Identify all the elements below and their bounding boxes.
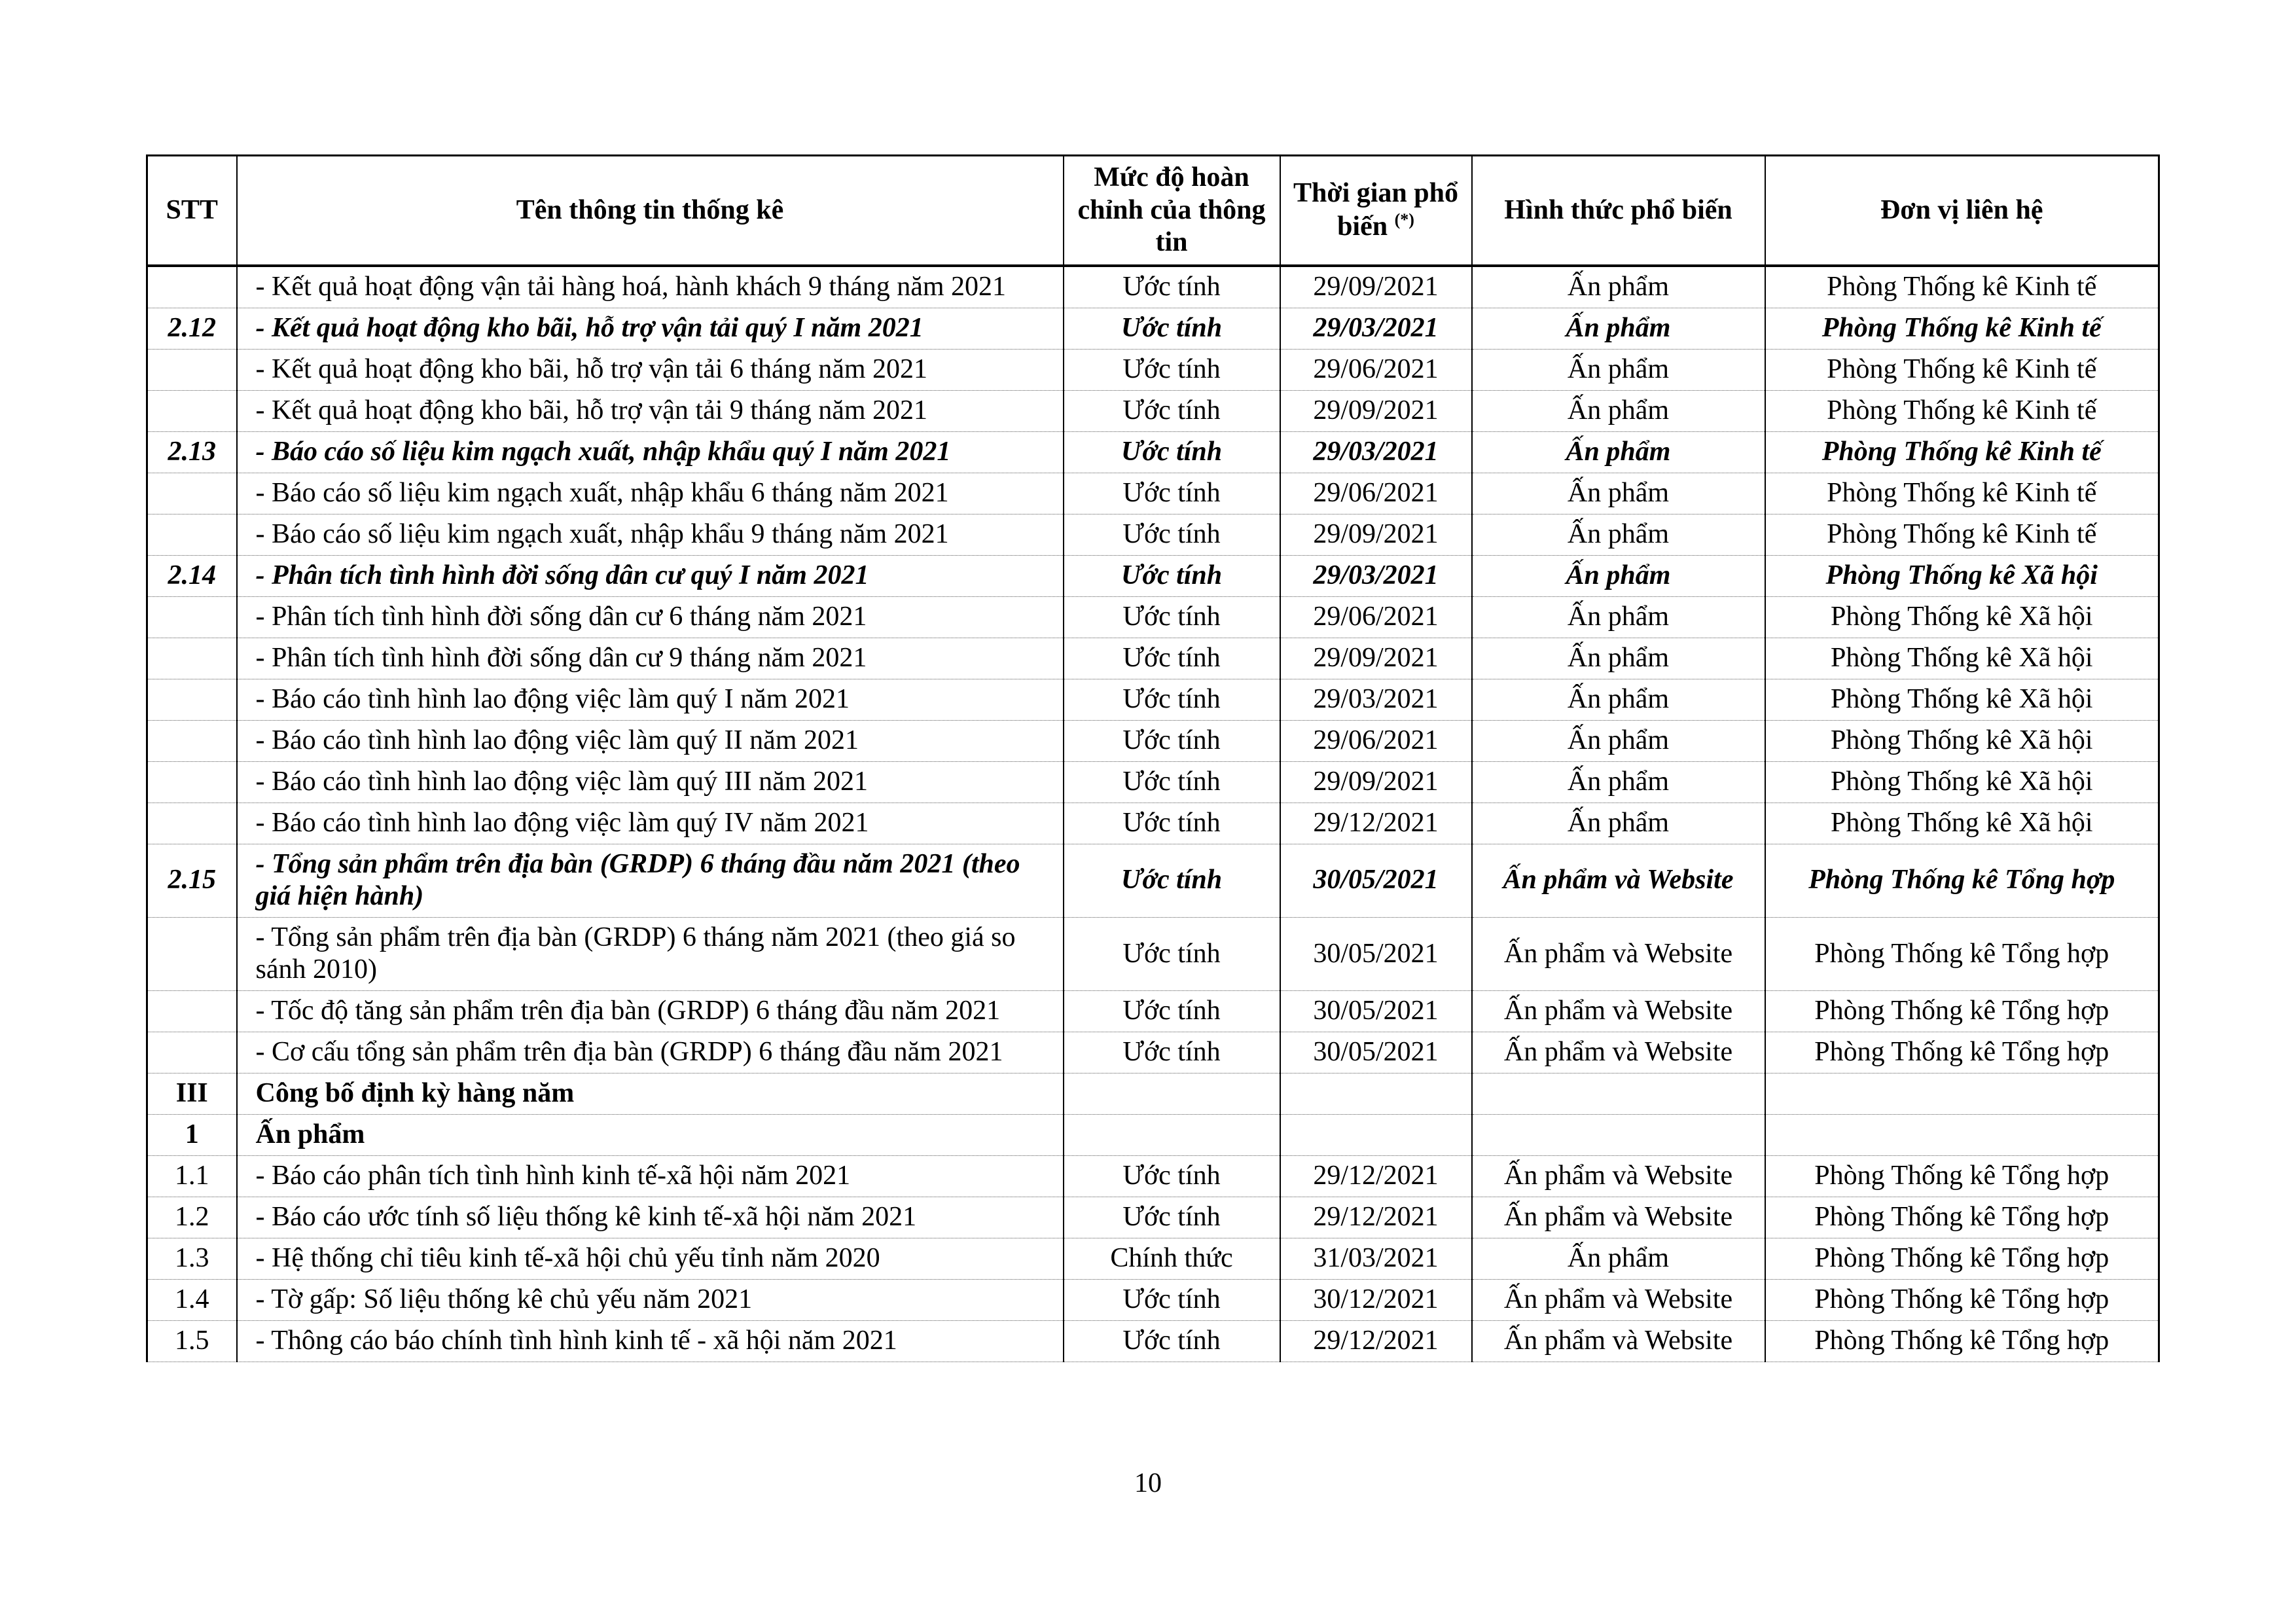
unit-cell: Phòng Thống kê Xã hội [1765, 679, 2159, 720]
time-cell: 29/06/2021 [1280, 473, 1472, 514]
name-cell: - Hệ thống chỉ tiêu kinh tế-xã hội chủ yếu tỉnh năm 2020 [237, 1238, 1064, 1279]
table-row [147, 473, 2159, 514]
name-cell: - Báo cáo ước tính số liệu thống kê kinh tế-xã hội năm 2021 [237, 1197, 1064, 1238]
name-cell: - Thông cáo báo chính tình hình kinh tế - xã hội năm 2021 [237, 1320, 1064, 1362]
time-cell: 29/03/2021 [1280, 308, 1472, 349]
form-cell: Ấn phẩm và Website [1472, 917, 1765, 990]
time-cell: 29/09/2021 [1280, 390, 1472, 431]
stt-cell: 1.3 [147, 1238, 237, 1279]
form-cell: Ấn phẩm [1472, 349, 1765, 390]
table-row [147, 803, 2159, 844]
stt-cell [147, 473, 237, 514]
unit-cell: Phòng Thống kê Xã hội [1765, 638, 2159, 679]
table-row [147, 1279, 2159, 1320]
stt-cell [147, 596, 237, 638]
form-cell: Ấn phẩm [1472, 720, 1765, 761]
completeness-cell [1064, 1114, 1280, 1155]
table-row [147, 638, 2159, 679]
table-row [147, 266, 2159, 308]
name-cell: - Tờ gấp: Số liệu thống kê chủ yếu năm 2021 [237, 1279, 1064, 1320]
unit-cell: Phòng Thống kê Kinh tế [1765, 390, 2159, 431]
name-cell: - Báo cáo tình hình lao động việc làm quý IV năm 2021 [237, 803, 1064, 844]
form-cell: Ấn phẩm và Website [1472, 1155, 1765, 1197]
header-form: Hình thức phổ biến [1472, 156, 1765, 266]
section-row [147, 1114, 2159, 1155]
stt-cell [147, 514, 237, 555]
name-cell: - Kết quả hoạt động kho bãi, hỗ trợ vận tải quý I năm 2021 [237, 308, 1064, 349]
table-row [147, 679, 2159, 720]
unit-cell: Phòng Thống kê Xã hội [1765, 720, 2159, 761]
completeness-cell: Ước tính [1064, 917, 1280, 990]
name-cell: - Kết quả hoạt động kho bãi, hỗ trợ vận tải 9 tháng năm 2021 [237, 390, 1064, 431]
name-cell: - Phân tích tình hình đời sống dân cư 6 tháng năm 2021 [237, 596, 1064, 638]
stt-cell [147, 390, 237, 431]
stt-cell: 1 [147, 1114, 237, 1155]
form-cell: Ấn phẩm [1472, 761, 1765, 803]
unit-cell: Phòng Thống kê Tổng hợp [1765, 1320, 2159, 1362]
table-row [147, 390, 2159, 431]
name-cell: - Báo cáo tình hình lao động việc làm quý I năm 2021 [237, 679, 1064, 720]
form-cell: Ấn phẩm [1472, 596, 1765, 638]
form-cell: Ấn phẩm [1472, 803, 1765, 844]
time-cell: 29/12/2021 [1280, 1320, 1472, 1362]
stt-cell [147, 990, 237, 1032]
time-cell: 29/06/2021 [1280, 349, 1472, 390]
unit-cell: Phòng Thống kê Kinh tế [1765, 473, 2159, 514]
stt-cell [147, 349, 237, 390]
footnote-marker: (*) [1394, 209, 1414, 229]
table-row [147, 720, 2159, 761]
stt-cell [147, 679, 237, 720]
time-cell: 29/03/2021 [1280, 431, 1472, 473]
completeness-cell: Ước tính [1064, 390, 1280, 431]
time-cell: 29/09/2021 [1280, 638, 1472, 679]
time-cell: 29/12/2021 [1280, 803, 1472, 844]
unit-cell: Phòng Thống kê Tổng hợp [1765, 1155, 2159, 1197]
table-row [147, 1238, 2159, 1279]
name-cell: - Báo cáo số liệu kim ngạch xuất, nhập khẩu 6 tháng năm 2021 [237, 473, 1064, 514]
stt-cell: 1.4 [147, 1279, 237, 1320]
time-cell: 29/06/2021 [1280, 596, 1472, 638]
completeness-cell: Ước tính [1064, 679, 1280, 720]
unit-cell [1765, 1073, 2159, 1114]
stt-cell: III [147, 1073, 237, 1114]
form-cell: Ấn phẩm và Website [1472, 1197, 1765, 1238]
table-header [147, 156, 2159, 266]
header-name: Tên thông tin thống kê [237, 156, 1064, 266]
header-stt: STT [147, 156, 237, 266]
unit-cell: Phòng Thống kê Xã hội [1765, 803, 2159, 844]
stt-cell: 2.13 [147, 431, 237, 473]
unit-cell: Phòng Thống kê Tổng hợp [1765, 1032, 2159, 1073]
form-cell: Ấn phẩm [1472, 308, 1765, 349]
stt-cell: 2.15 [147, 844, 237, 917]
time-cell: 30/05/2021 [1280, 844, 1472, 917]
unit-cell: Phòng Thống kê Tổng hợp [1765, 990, 2159, 1032]
table-row [147, 844, 2159, 917]
header-row [147, 156, 2159, 266]
name-cell: - Phân tích tình hình đời sống dân cư quý I năm 2021 [237, 555, 1064, 596]
name-cell: - Báo cáo phân tích tình hình kinh tế-xã hội năm 2021 [237, 1155, 1064, 1197]
unit-cell: Phòng Thống kê Kinh tế [1765, 431, 2159, 473]
name-cell: - Báo cáo tình hình lao động việc làm quý II năm 2021 [237, 720, 1064, 761]
unit-cell: Phòng Thống kê Kinh tế [1765, 266, 2159, 308]
completeness-cell: Ước tính [1064, 473, 1280, 514]
stt-cell [147, 720, 237, 761]
name-cell: - Báo cáo tình hình lao động việc làm quý III năm 2021 [237, 761, 1064, 803]
form-cell [1472, 1073, 1765, 1114]
table-row [147, 917, 2159, 990]
unit-cell: Phòng Thống kê Xã hội [1765, 596, 2159, 638]
form-cell [1472, 1114, 1765, 1155]
completeness-cell: Ước tính [1064, 266, 1280, 308]
completeness-cell: Ước tính [1064, 596, 1280, 638]
form-cell: Ấn phẩm [1472, 679, 1765, 720]
stt-cell: 1.1 [147, 1155, 237, 1197]
time-cell: 30/12/2021 [1280, 1279, 1472, 1320]
time-cell [1280, 1073, 1472, 1114]
completeness-cell: Ước tính [1064, 431, 1280, 473]
form-cell: Ấn phẩm [1472, 390, 1765, 431]
table-row [147, 1155, 2159, 1197]
unit-cell: Phòng Thống kê Tổng hợp [1765, 1197, 2159, 1238]
unit-cell: Phòng Thống kê Kinh tế [1765, 349, 2159, 390]
table-row [147, 596, 2159, 638]
form-cell: Ấn phẩm [1472, 266, 1765, 308]
table-row [147, 349, 2159, 390]
table-row [147, 514, 2159, 555]
header-completeness: Mức độ hoàn chỉnh của thông tin [1064, 156, 1280, 266]
statistics-publication-table [146, 154, 2160, 1362]
name-cell: - Kết quả hoạt động kho bãi, hỗ trợ vận tải 6 tháng năm 2021 [237, 349, 1064, 390]
time-cell: 30/05/2021 [1280, 990, 1472, 1032]
name-cell: Ấn phẩm [237, 1114, 1064, 1155]
table-row [147, 990, 2159, 1032]
page-number: 10 [1134, 1468, 1162, 1498]
unit-cell [1765, 1114, 2159, 1155]
name-cell: - Phân tích tình hình đời sống dân cư 9 tháng năm 2021 [237, 638, 1064, 679]
stt-cell [147, 638, 237, 679]
completeness-cell: Ước tính [1064, 308, 1280, 349]
form-cell: Ấn phẩm và Website [1472, 1320, 1765, 1362]
table-row [147, 555, 2159, 596]
completeness-cell: Ước tính [1064, 349, 1280, 390]
time-cell: 29/06/2021 [1280, 720, 1472, 761]
name-cell: Công bố định kỳ hàng năm [237, 1073, 1064, 1114]
completeness-cell: Chính thức [1064, 1238, 1280, 1279]
time-cell: 29/12/2021 [1280, 1197, 1472, 1238]
name-cell: - Báo cáo số liệu kim ngạch xuất, nhập khẩu quý I năm 2021 [237, 431, 1064, 473]
form-cell: Ấn phẩm [1472, 431, 1765, 473]
stt-cell: 2.14 [147, 555, 237, 596]
completeness-cell: Ước tính [1064, 761, 1280, 803]
form-cell: Ấn phẩm và Website [1472, 990, 1765, 1032]
unit-cell: Phòng Thống kê Xã hội [1765, 555, 2159, 596]
completeness-cell: Ước tính [1064, 638, 1280, 679]
form-cell: Ấn phẩm [1472, 473, 1765, 514]
completeness-cell: Ước tính [1064, 514, 1280, 555]
form-cell: Ấn phẩm và Website [1472, 844, 1765, 917]
completeness-cell: Ước tính [1064, 1197, 1280, 1238]
table-row [147, 1197, 2159, 1238]
name-cell: - Kết quả hoạt động vận tải hàng hoá, hành khách 9 tháng năm 2021 [237, 266, 1064, 308]
unit-cell: Phòng Thống kê Kinh tế [1765, 514, 2159, 555]
header-time [1280, 156, 1472, 266]
time-cell: 29/12/2021 [1280, 1155, 1472, 1197]
completeness-cell: Ước tính [1064, 1320, 1280, 1362]
completeness-cell [1064, 1073, 1280, 1114]
table-row [147, 431, 2159, 473]
completeness-cell: Ước tính [1064, 844, 1280, 917]
table-row [147, 308, 2159, 349]
time-cell: 29/03/2021 [1280, 555, 1472, 596]
name-cell: - Tổng sản phẩm trên địa bàn (GRDP) 6 tháng năm 2021 (theo giá so sánh 2010) [237, 917, 1064, 990]
form-cell: Ấn phẩm và Website [1472, 1032, 1765, 1073]
completeness-cell: Ước tính [1064, 803, 1280, 844]
completeness-cell: Ước tính [1064, 720, 1280, 761]
header-unit: Đơn vị liên hệ [1765, 156, 2159, 266]
stt-cell: 1.5 [147, 1320, 237, 1362]
time-cell: 29/03/2021 [1280, 679, 1472, 720]
stt-cell [147, 761, 237, 803]
table-row [147, 761, 2159, 803]
stt-cell: 2.12 [147, 308, 237, 349]
form-cell: Ấn phẩm [1472, 1238, 1765, 1279]
unit-cell: Phòng Thống kê Tổng hợp [1765, 1279, 2159, 1320]
unit-cell: Phòng Thống kê Xã hội [1765, 761, 2159, 803]
form-cell: Ấn phẩm [1472, 514, 1765, 555]
unit-cell: Phòng Thống kê Tổng hợp [1765, 1238, 2159, 1279]
table-row [147, 1032, 2159, 1073]
time-cell: 29/09/2021 [1280, 761, 1472, 803]
completeness-cell: Ước tính [1064, 1155, 1280, 1197]
time-cell: 29/09/2021 [1280, 266, 1472, 308]
table-body [147, 266, 2159, 1362]
stt-cell: 1.2 [147, 1197, 237, 1238]
stt-cell [147, 917, 237, 990]
time-cell [1280, 1114, 1472, 1155]
table-row [147, 1320, 2159, 1362]
time-cell: 30/05/2021 [1280, 1032, 1472, 1073]
form-cell: Ấn phẩm và Website [1472, 1279, 1765, 1320]
completeness-cell: Ước tính [1064, 555, 1280, 596]
form-cell: Ấn phẩm [1472, 638, 1765, 679]
time-cell: 31/03/2021 [1280, 1238, 1472, 1279]
stt-cell [147, 266, 237, 308]
stt-cell [147, 1032, 237, 1073]
section-row [147, 1073, 2159, 1114]
unit-cell: Phòng Thống kê Tổng hợp [1765, 917, 2159, 990]
name-cell: - Tổng sản phẩm trên địa bàn (GRDP) 6 tháng đầu năm 2021 (theo giá hiện hành) [237, 844, 1064, 917]
completeness-cell: Ước tính [1064, 990, 1280, 1032]
unit-cell: Phòng Thống kê Kinh tế [1765, 308, 2159, 349]
time-cell: 30/05/2021 [1280, 917, 1472, 990]
name-cell: - Cơ cấu tổng sản phẩm trên địa bàn (GRDP) 6 tháng đầu năm 2021 [237, 1032, 1064, 1073]
time-cell: 29/09/2021 [1280, 514, 1472, 555]
name-cell: - Báo cáo số liệu kim ngạch xuất, nhập khẩu 9 tháng năm 2021 [237, 514, 1064, 555]
stt-cell [147, 803, 237, 844]
header-time-label: Thời gian phổ biến [1293, 178, 1459, 242]
name-cell: - Tốc độ tăng sản phẩm trên địa bàn (GRDP) 6 tháng đầu năm 2021 [237, 990, 1064, 1032]
form-cell: Ấn phẩm [1472, 555, 1765, 596]
completeness-cell: Ước tính [1064, 1279, 1280, 1320]
completeness-cell: Ước tính [1064, 1032, 1280, 1073]
unit-cell: Phòng Thống kê Tổng hợp [1765, 844, 2159, 917]
